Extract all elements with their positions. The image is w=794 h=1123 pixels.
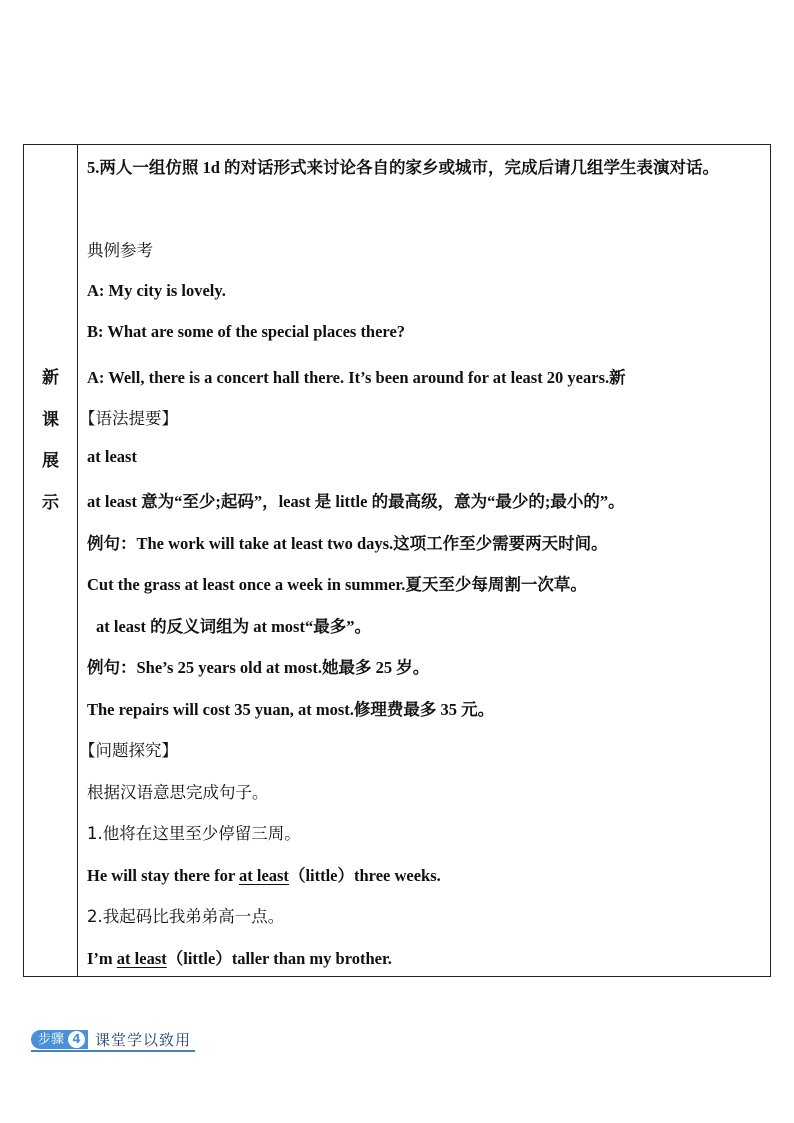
example-sentence: 例句：The work will take at least two days.这项工作至少需要两天时间。 [87,534,608,553]
step-title: 课堂学以致用 [95,1031,192,1049]
grammar-heading: 【语法提要】 [79,409,178,428]
dialogue-line: A: Well, there is a concert hall there. It’s been around for at least 20 years.新 [87,368,626,387]
step-number: 4 [68,1031,85,1048]
sentence-text: I’m [87,949,117,968]
inquiry-heading: 【问题探究】 [79,741,178,760]
section-label-char: 新 [42,368,59,388]
example-sentence: 例句：She’s 25 years old at most.她最多 25 岁。 [87,658,430,677]
section-label [24,358,77,524]
question-1-chinese: 1.他将在这里至少停留三周。 [87,824,301,843]
phrase-heading: at least [87,447,137,466]
antonym-note: at least 的反义词组为 at most“最多”。 [96,617,371,636]
example-sentence: Cut the grass at least once a week in summer.夏天至少每周割一次草。 [87,575,587,594]
dialogue-line: B: What are some of the special places there? [87,322,406,341]
exercise-instruction: 根据汉语意思完成句子。 [87,783,269,802]
dialogue-line: A: My city is lovely. [87,281,226,300]
section-label-column [24,145,78,976]
example-heading: 典例参考 [87,241,153,260]
section-label-char: 展 [42,451,59,471]
answer-blank: at least [116,949,167,968]
phrase-meaning: at least 意为“至少;起码”，least 是 little 的最高级，意为“最少的;最小的”。 [87,492,625,511]
task-instruction: 5.两人一组仿照 1d 的对话形式来讨论各自的家乡或城市，完成后请几组学生表演对话。 [87,158,720,177]
lesson-table [23,144,771,977]
question-1-sentence [87,862,441,886]
example-sentence: The repairs will cost 35 yuan, at most.修理费最多 35 元。 [87,700,495,719]
question-2-chinese: 2.我起码比我弟弟高一点。 [87,907,285,926]
answer-blank: at least [238,866,289,885]
question-2-sentence [87,945,392,969]
step-badge [31,1030,88,1049]
step-heading [31,1029,195,1052]
content-column [78,145,770,976]
section-label-char: 课 [42,409,59,430]
step-label: 步骤 [38,1032,65,1047]
section-label-char: 示 [42,492,59,513]
sentence-text: He will stay there for [87,866,239,885]
sentence-text: （little）three weeks. [288,866,441,885]
sentence-text: （little）taller than my brother. [166,949,392,968]
